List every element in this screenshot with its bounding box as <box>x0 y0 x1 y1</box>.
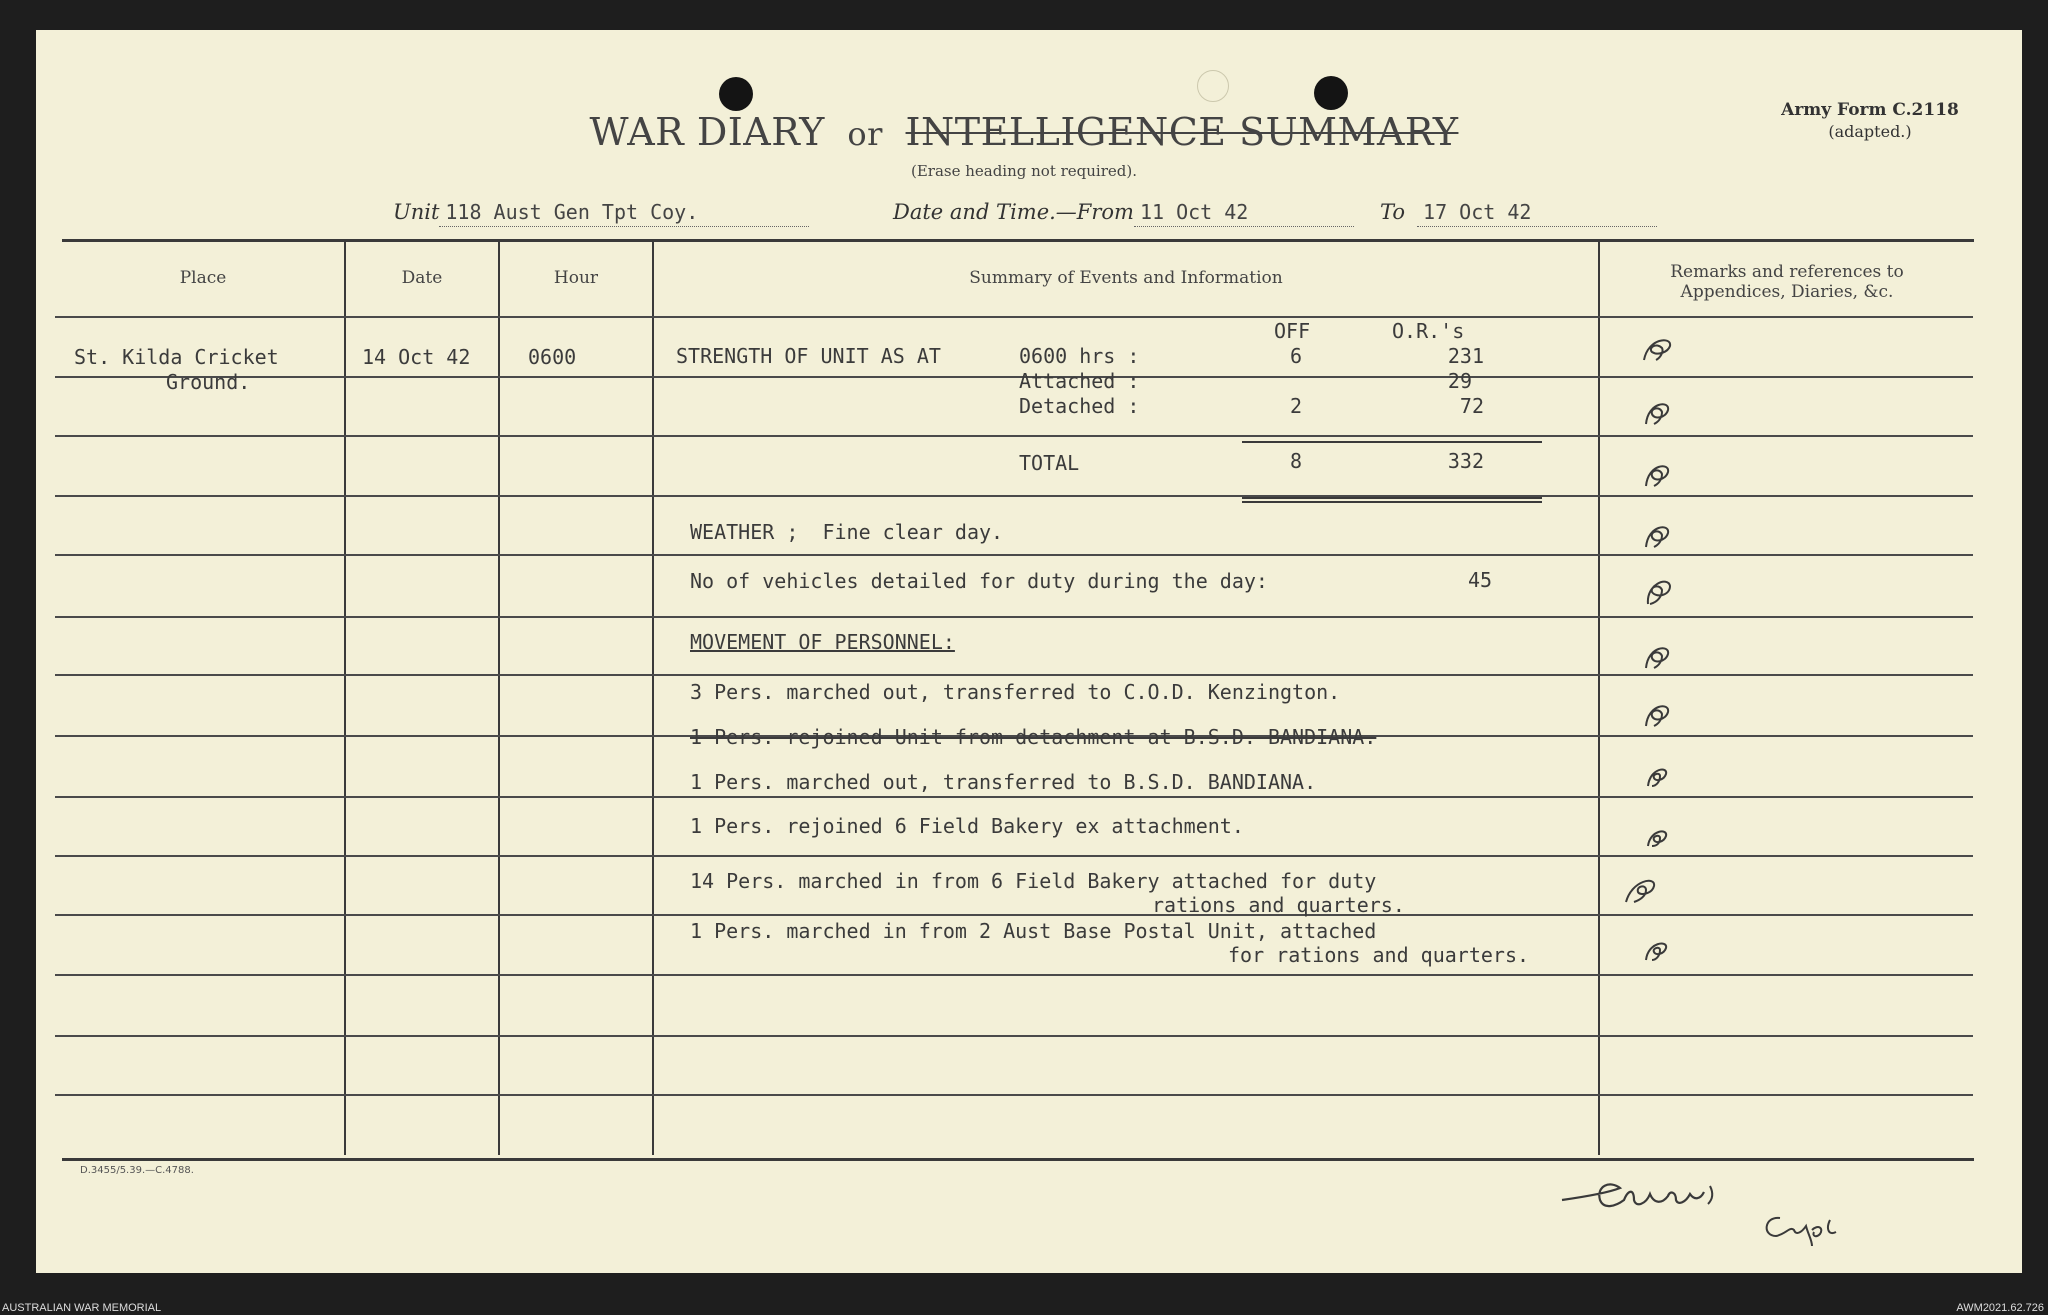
title-war-diary: WAR DIARY <box>589 110 825 154</box>
unit-label: Unit <box>393 200 440 224</box>
total-double-rule <box>1242 497 1542 499</box>
column-divider <box>652 241 654 1155</box>
movement-entry-line2: rations and quarters. <box>1152 893 1405 917</box>
unit-field <box>393 200 809 227</box>
handwritten-initial-mark <box>1638 515 1678 555</box>
total-double-rule <box>1242 501 1542 503</box>
strength-col-ors: O.R.'s <box>1392 319 1465 343</box>
army-form-number: Army Form C.2118 <box>1781 100 1959 120</box>
column-header-remarks <box>1600 262 1974 302</box>
weather-line: WEATHER ; Fine clear day. <box>690 520 1004 544</box>
handwritten-initial-mark <box>1638 636 1678 676</box>
vehicles-line: No of vehicles detailed for duty during the day: <box>690 569 1268 593</box>
attached-ors-value: 29 <box>1447 369 1472 393</box>
column-header-hour: Hour <box>553 268 599 288</box>
title-intelligence-summary-struck: INTELLIGENCE SUMMARY <box>905 110 1459 154</box>
row-line <box>55 495 1973 497</box>
movement-entry: 1 Pers. marched out, transferred to B.S.D. BANDIANA. <box>690 770 1317 794</box>
row-line <box>55 914 1973 916</box>
row-line <box>55 435 1973 437</box>
movement-entry-line2: for rations and quarters. <box>1228 943 1530 967</box>
date-from-value: 11 Oct 42 <box>1134 200 1354 227</box>
row-line <box>55 316 1973 318</box>
punch-hole <box>1314 76 1348 110</box>
column-divider <box>498 241 500 1155</box>
handwritten-initial-mark <box>1638 930 1678 970</box>
unit-value: 118 Aust Gen Tpt Coy. <box>439 200 809 227</box>
strength-time: 0600 hrs : <box>1019 344 1140 368</box>
row-line <box>55 855 1973 857</box>
movement-entry: 1 Pers. rejoined 6 Field Bakery ex attachment. <box>690 814 1244 838</box>
army-form-adapted: (adapted.) <box>1828 122 1912 141</box>
place-line1: St. Kilda Cricket <box>74 345 279 369</box>
row-line <box>55 376 1973 378</box>
entry-date: 14 Oct 42 <box>362 345 471 369</box>
place-line2: Ground. <box>166 370 251 394</box>
total-label: TOTAL <box>1019 451 1080 475</box>
date-to-field <box>1380 200 1657 227</box>
date-to-value: 17 Oct 42 <box>1417 200 1657 227</box>
handwritten-initial-mark <box>1638 392 1678 432</box>
punch-hole-mark <box>1197 70 1229 102</box>
detached-ors-value: 72 <box>1459 394 1484 418</box>
row-line <box>55 616 1973 618</box>
movement-entry-struck: 1 Pers. rejoined Unit from detachment at B.S.D. BANDIANA. <box>690 725 1377 749</box>
handwritten-initial-mark <box>1622 868 1662 908</box>
column-header-place: Place <box>179 268 227 288</box>
strength-heading: STRENGTH OF UNIT AS AT <box>676 344 941 368</box>
handwritten-initial-mark <box>1638 454 1678 494</box>
movement-heading: MOVEMENT OF PERSONNEL: <box>690 630 955 654</box>
movement-entry-line1: 14 Pers. marched in from 6 Field Bakery attached for duty <box>690 869 1377 893</box>
remarks-header-line2: Appendices, Diaries, &c. <box>1680 282 1894 302</box>
date-to-label: To <box>1380 200 1406 224</box>
handwritten-initial-mark <box>1638 816 1678 856</box>
row-line <box>55 796 1973 798</box>
title-or: or <box>847 115 883 153</box>
column-divider <box>344 241 346 1155</box>
movement-entry-line1: 1 Pers. marched in from 2 Aust Base Postal Unit, attached <box>690 919 1377 943</box>
strength-ors-value: 231 <box>1447 344 1484 368</box>
remarks-header-line1: Remarks and references to <box>1670 262 1904 282</box>
total-ors-value: 332 <box>1447 449 1484 473</box>
detached-label: Detached : <box>1019 394 1140 418</box>
date-time-label: Date and Time.—From <box>893 200 1134 224</box>
handwritten-initial-mark <box>1638 694 1678 734</box>
handwritten-initial-mark <box>1638 330 1678 370</box>
total-off-value: 8 <box>1289 449 1302 473</box>
column-divider <box>1598 241 1600 1155</box>
row-line <box>55 554 1973 556</box>
army-form-label <box>1740 100 2000 142</box>
strength-col-off: OFF <box>1274 319 1311 343</box>
print-code: D.3455/5.39.—C.4788. <box>80 1165 194 1176</box>
date-time-field <box>893 200 1354 227</box>
row-line <box>55 974 1973 976</box>
handwritten-initial-mark <box>1638 570 1678 610</box>
row-line <box>55 1035 1973 1037</box>
column-header-summary: Summary of Events and Information <box>969 268 1283 288</box>
handwritten-signature <box>1550 1170 1870 1250</box>
total-rule <box>1242 441 1542 443</box>
column-header-date: Date <box>401 268 443 288</box>
row-line <box>55 674 1973 676</box>
erase-note: (Erase heading not required). <box>910 162 1138 180</box>
punch-hole <box>719 77 753 111</box>
attached-label: Attached : <box>1019 369 1140 393</box>
detached-off-value: 2 <box>1289 394 1302 418</box>
movement-entry: 3 Pers. marched out, transferred to C.O.D. Kenzington. <box>690 680 1341 704</box>
row-line <box>55 1094 1973 1096</box>
vehicles-count: 45 <box>1468 568 1493 592</box>
handwritten-initial-mark <box>1638 756 1678 796</box>
entry-hour: 0600 <box>528 345 577 369</box>
footer-institution: AUSTRALIAN WAR MEMORIAL <box>2 1302 162 1314</box>
strength-off-value: 6 <box>1289 344 1302 368</box>
footer-accession-number: AWM2021.62.726 <box>1956 1302 2044 1314</box>
